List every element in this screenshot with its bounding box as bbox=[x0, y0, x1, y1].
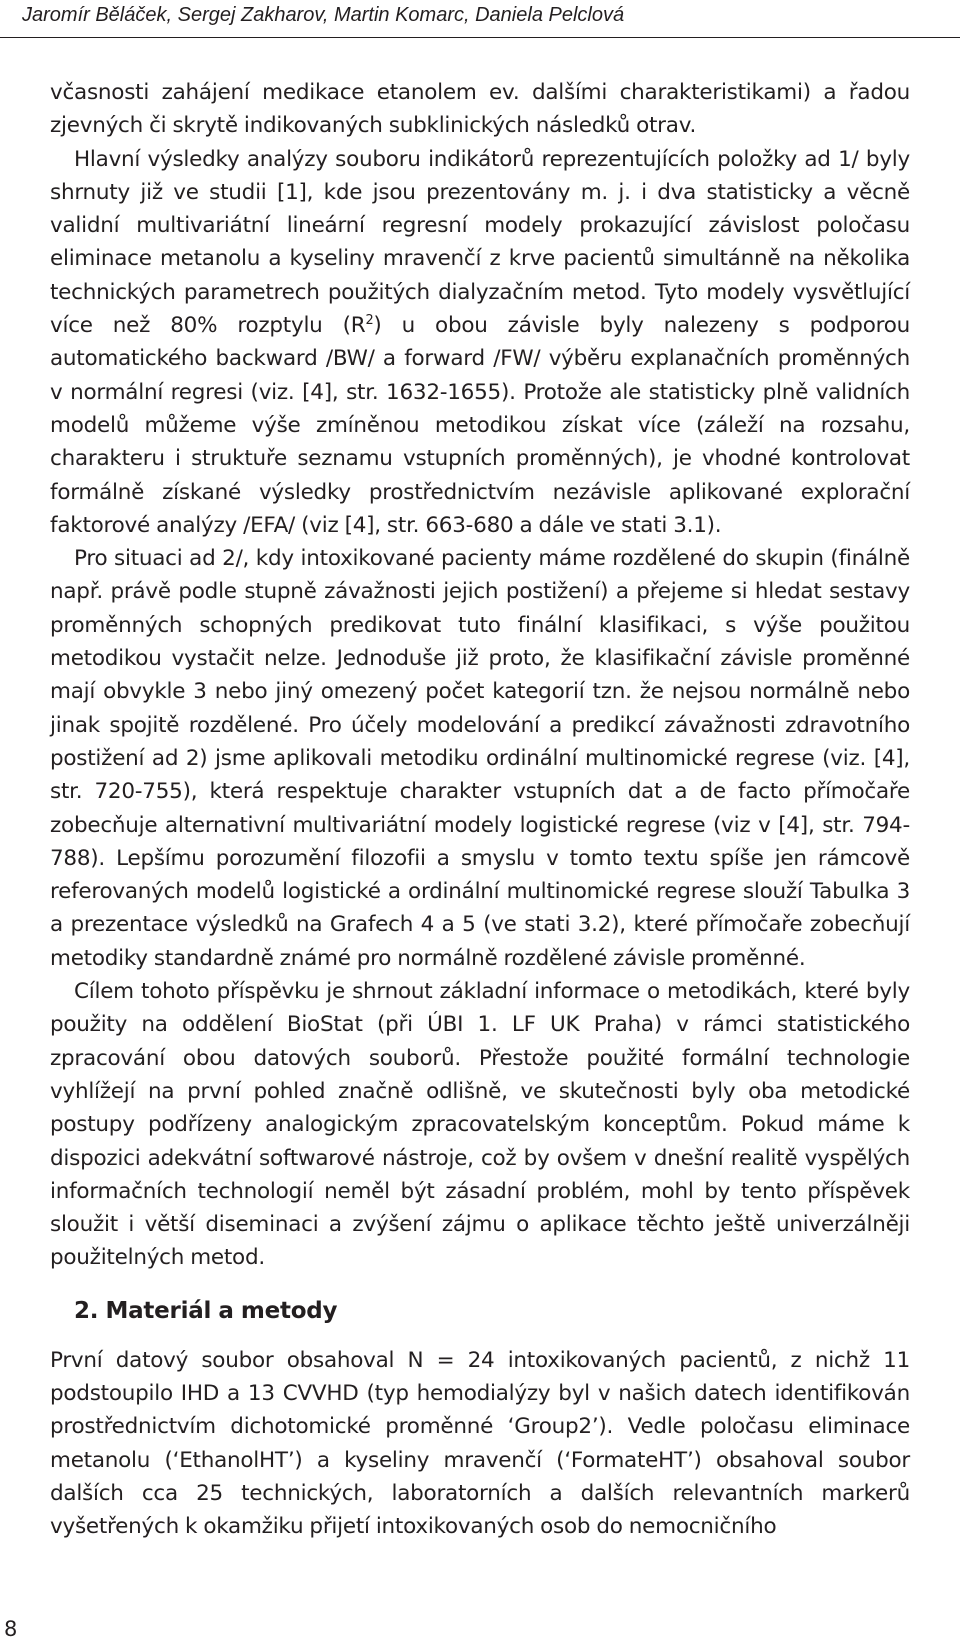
paragraph-5: První datový soubor obsahoval N = 24 intoxikovaných pacientů, z nichž 11 podstoupilo IHD a 13 CVVHD (typ hemodialýzy byl v našich datech identifikován prostřednictvím dichotomické proměnné ‘Group2’). Vedle poločasu eliminace metanolu (‘EthanolHT’) a kyseliny mravenčí (‘FormateHT’) obsahoval soubor dalších cca 25 technických, laboratorních a dalších relevantních markerů vyšetřených k okamžiku přijetí intoxikovaných osob do nemocničního bbox=[50, 1347, 910, 1540]
paragraph-2-text-b: ) u obou závisle byly nalezeny s podporou automatického backward /BW/ a forward /FW/ výběru explanačních proměnných v normální regresi (viz. [4], str. 1632-1655). Protože ale statisticky plně validních modelů můžeme výše zmíněnou metodikou získat více (záleží na rozsahu, charakteru i struktuře seznamu vstupních proměnných), je vhodné kontrolovat formálně získané výsledky prostřednictvím nezávisle aplikované explorační faktorové analýzy /EFA/ (viz [4], str. 663-680 a dále ve stati 3.1). bbox=[50, 313, 911, 538]
paragraph-3: Pro situaci ad 2/, kdy intoxikované pacienty máme rozdělené do skupin (finálně např. právě podle stupně závažnosti jejich postižení) a přejeme si hledat sestavy proměnných schopných predikovat tuto finální klasifikaci, s výše použitou metodikou vystačit nelze. Jednoduše již proto, že klasifikační závisle proměnné mají obvykle 3 nebo jiný omezený počet kategorií tzn. že nejsou normálně nebo jinak spojitě rozdělené. Pro účely modelování a predikcí závažnosti zdravotního postižení ad 2) jsme aplikovali metodiku ordinální multinomické regrese (viz. [4], str. 720-755), která respektuje charakter vstupních dat a de facto přímočaře zobecňuje alternativní multivariátní modely logistické regrese (viz v [4], str. 794-788). Lepšímu porozumění filozofii a smyslu v tomto textu spíše jen rámcově referovaných modelů logistické a ordinální multinomické regrese slouží Tabulka 3 a prezentace výsledků na Grafech 4 a 5 (ve stati 3.2), které přímočaře zobecňují metodiky standardně známé pro normálně rozdělené závisle proměnné. bbox=[50, 546, 910, 971]
paragraph-1: včasnosti zahájení medikace etanolem ev. dalšími charakteristikami) a řadou zjevných či skrytě indikovaných subklinických následků otrav. bbox=[50, 80, 910, 139]
article-body bbox=[50, 76, 910, 1543]
section-heading: 2. Materiál a metody bbox=[74, 1297, 338, 1324]
running-header-authors: Jaromír Běláček, Sergej Zakharov, Martin Komarc, Daniela Pelclová bbox=[22, 4, 625, 26]
paragraph-2 bbox=[50, 143, 910, 543]
superscript-2: 2 bbox=[365, 312, 374, 328]
header-divider bbox=[0, 37, 960, 38]
paragraph-2-text-a: Hlavní výsledky analýzy souboru indikátorů reprezentujících položky ad 1/ byly shrnuty již ve studii [1], kde jsou prezentovány m. j. i dva statisticky a věcně validní multivariátní lineární regresní modely prokazující závislost poločasu eliminace metanolu a kyseliny mravenčí z krve pacientů simultánně na několika technických parametrech použitých dialyzačním metod. Tyto modely vysvětlující více než 80% rozptylu (R bbox=[50, 146, 910, 339]
page-number: 8 bbox=[4, 1617, 18, 1641]
paragraph-4: Cílem tohoto příspěvku je shrnout základní informace o metodikách, které byly použity na oddělení BioStat (při ÚBI 1. LF UK Praha) v rámci statistického zpracování obou datových souborů. Přestože použité formální technologie vyhlížejí na první pohled značně odlišně, ve skutečnosti byly oba metodické postupy podřízeny analogickým zpracovatelským konceptům. Pokud máme k dispozici adekvátní softwarové nástroje, což by ovšem v dnešní realitě vyspělých informačních technologií neměl být zásadní problém, mohl by tento příspěvek sloužit i větší diseminaci a zvýšení zájmu o aplikace těchto ještě univerzálněji použitelných metod. bbox=[50, 979, 910, 1271]
